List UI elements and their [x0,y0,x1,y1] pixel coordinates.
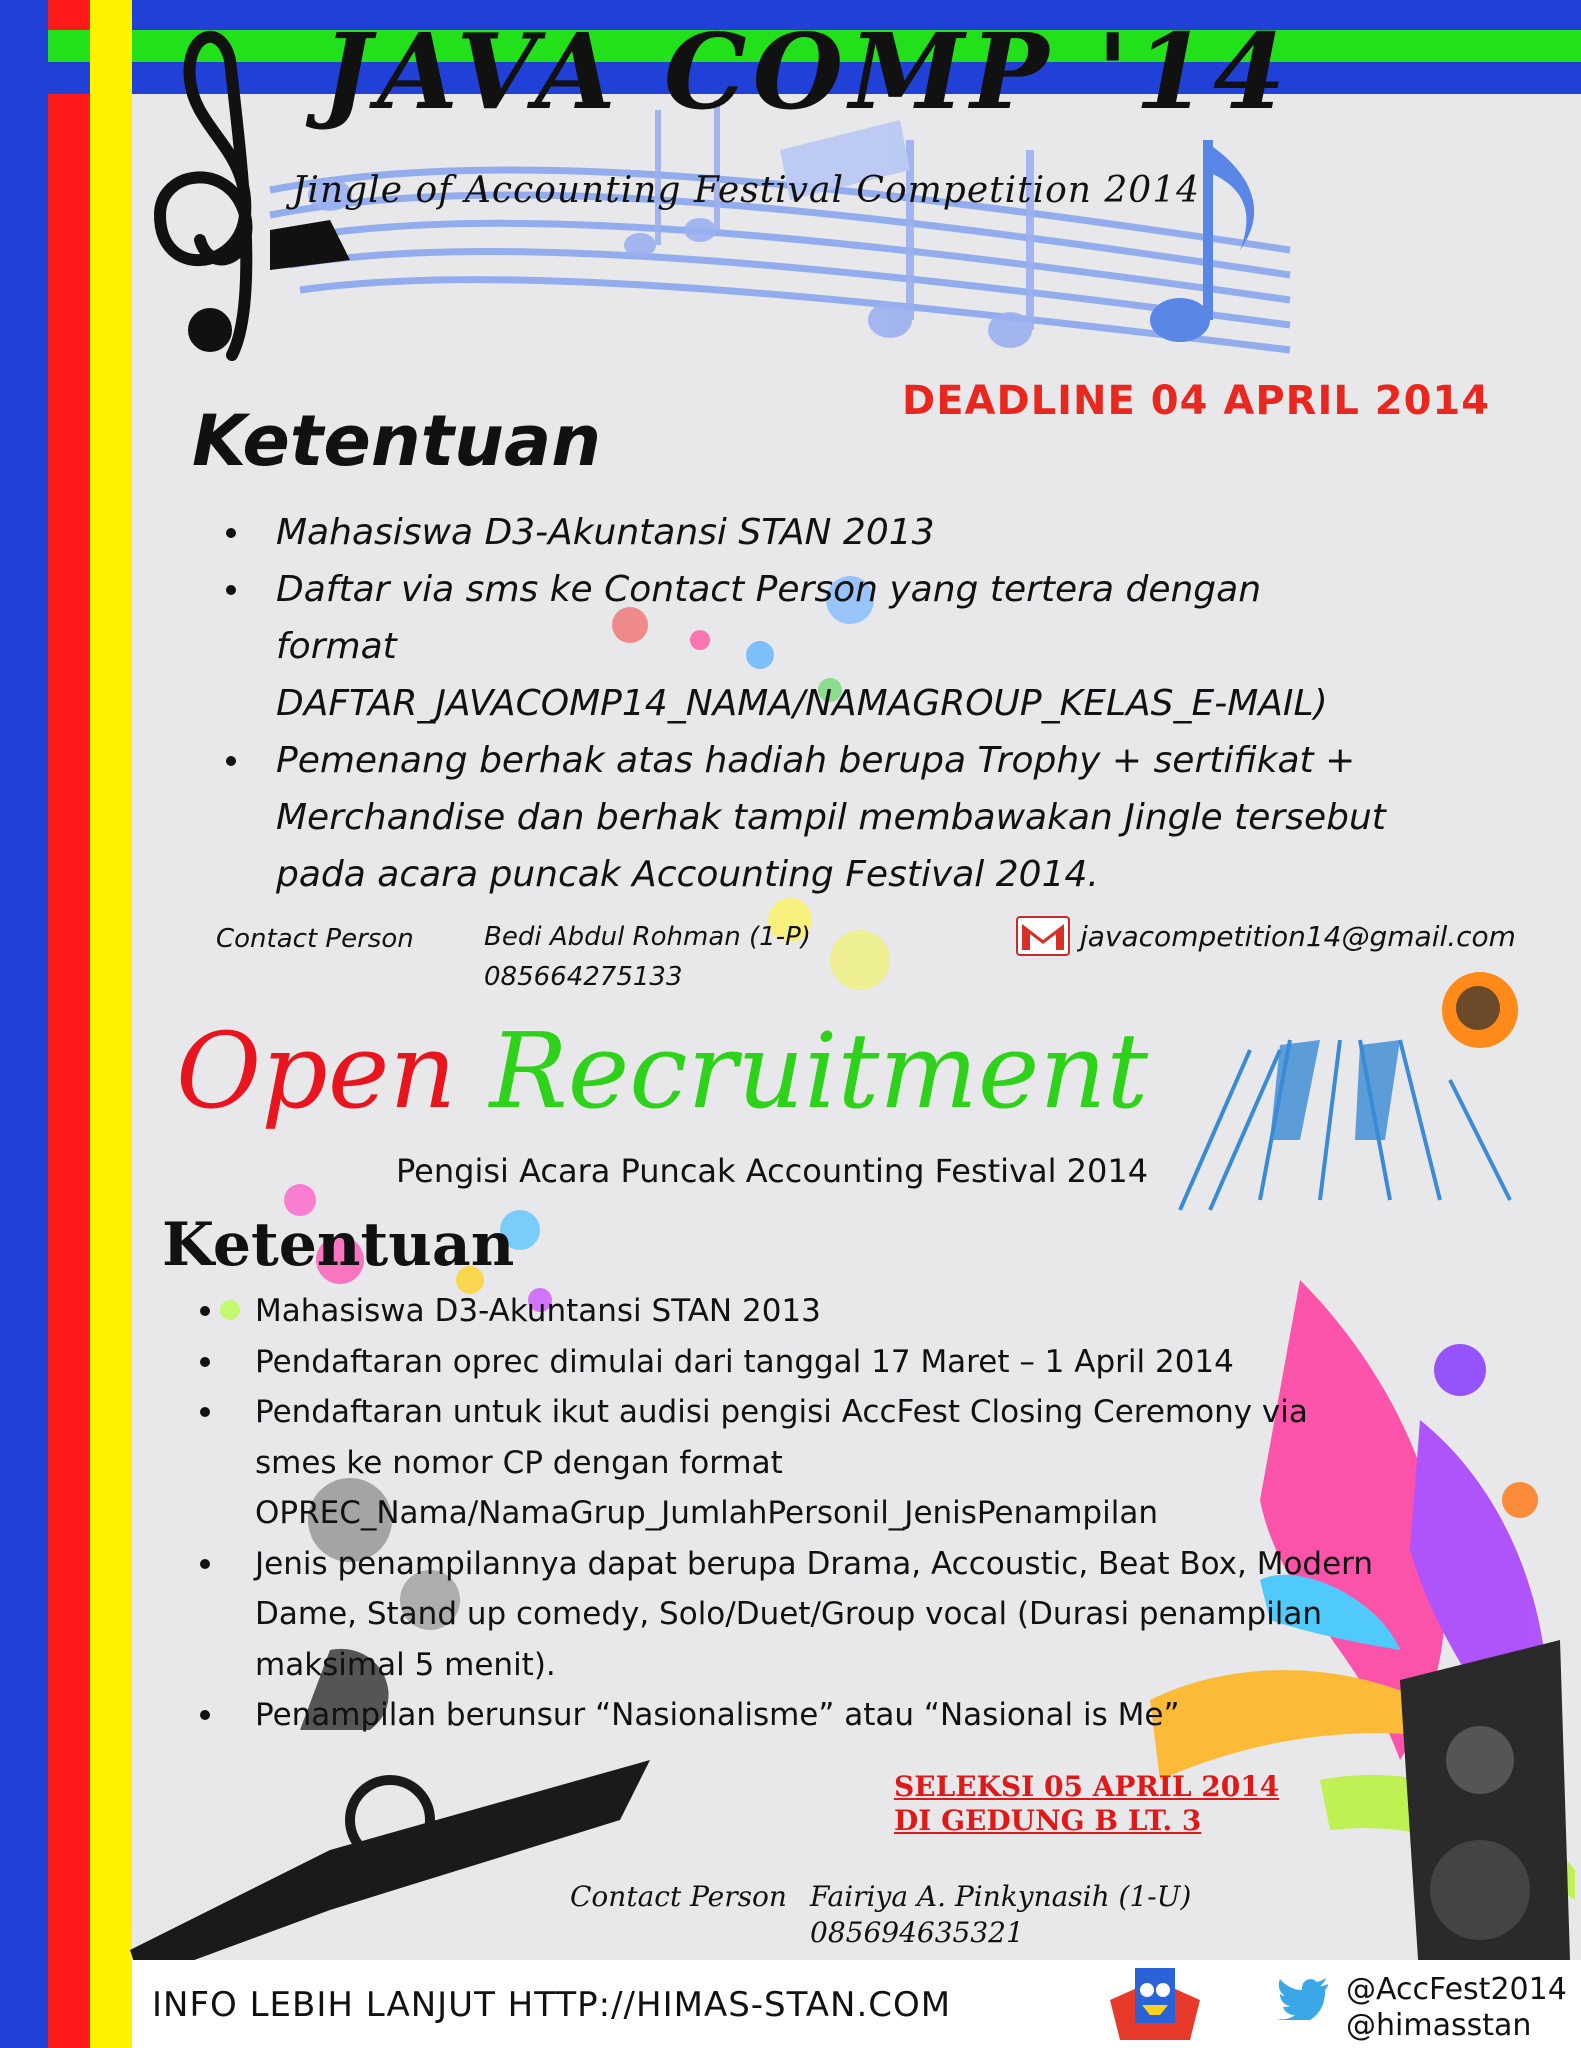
oprec-rule-5 [200,1690,1560,1741]
rule-line: maksimal 5 menit). [255,1646,556,1683]
rule-line: Pemenang berhak atas hadiah berupa Trophy + sertifikat + [276,740,1356,781]
twitter-bird-icon [1278,1978,1330,2020]
footer-info-link[interactable]: INFO LEBIH LANJUT HTTP://HIMAS-STAN.COM [152,1985,952,2025]
ketentuan-heading-2: Ketentuan [162,1210,515,1280]
rule-line: Jenis penampilannya dapat berupa Drama, Accoustic, Beat Box, Modern [255,1545,1374,1582]
seleksi-line-2: DI GEDUNG B LT. 3 [894,1804,1202,1837]
rule-line: Mahasiswa D3-Akuntansi STAN 2013 [255,1293,821,1329]
twitter-handle-himas[interactable]: @himasstan [1346,2008,1532,2043]
contact-label-2: Contact Person [570,1880,787,1913]
rule-line: Pendaftaran untuk ikut audisi pengisi AccFest Closing Ceremony via [255,1394,1308,1430]
oprec-subtitle: Pengisi Acara Puncak Accounting Festival 2014 [396,1152,1149,1190]
open-recruitment-title [176,1010,1148,1132]
contact-name-2: Fairiya A. Pinkynasih (1-U) [810,1880,1192,1913]
email-link[interactable]: javacompetition14@gmail.com [1080,920,1516,953]
contact-label-1: Contact Person [216,924,414,954]
microphone-icon [1456,986,1500,1030]
main-title: JAVA COMP '14 [322,10,1292,133]
treble-clef-icon [160,37,246,355]
twitter-handle-accfest[interactable]: @AccFest2014 [1346,1972,1567,2007]
title-recruitment: Recruitment [489,1010,1149,1132]
ketentuan-heading-1: Ketentuan [192,400,602,482]
header-subtitle: Jingle of Accounting Festival Competition 2014 [292,170,1201,211]
rule-line: format [276,626,397,667]
rule-line: Penampilan berunsur “Nasionalisme” atau “Nasional is Me” [255,1697,1180,1733]
oprec-rule-3 [200,1387,1560,1539]
oprec-rules-list [200,1286,1560,1741]
piano-keys-illustration [1180,1040,1510,1210]
gmail-icon [1016,916,1070,956]
rule-line: Pendaftaran oprec dimulai dari tanggal 17 Maret – 1 April 2014 [255,1343,1234,1380]
contact-phone-1: 085664275133 [484,962,683,992]
javacomp-rule-1 [226,504,1526,561]
rule-line: Dame, Stand up comedy, Solo/Duet/Group vocal (Durasi penampilan [255,1596,1323,1632]
javacomp-rule-2 [226,561,1526,732]
clef-wing-decoration [270,220,350,270]
title-open: Open [176,1010,457,1132]
deadline-text: DEADLINE 04 APRIL 2014 [902,378,1491,424]
javacomp-rules-list [226,504,1526,903]
rule-line: DAFTAR_JAVACOMP14_NAMA/NAMAGROUP_KELAS_E-MAIL) [276,683,1328,724]
rule-line: smes ke nomor CP dengan format [255,1444,783,1481]
oprec-rule-1 [200,1286,1560,1337]
seleksi-line-1: SELEKSI 05 APRIL 2014 [894,1770,1280,1803]
javacomp-rule-3 [226,732,1526,903]
oprec-rule-4 [200,1539,1560,1691]
contact-name-1: Bedi Abdul Rohman (1-P) [484,922,811,952]
rule-line: OPREC_Nama/NamaGrup_JumlahPersonil_JenisPenampilan [255,1495,1158,1531]
rule-line: Mahasiswa D3-Akuntansi STAN 2013 [276,512,935,553]
rule-line: Daftar via sms ke Contact Person yang tertera dengan [276,569,1262,610]
rule-line: pada acara puncak Accounting Festival 2014. [276,854,1099,895]
rule-line: Merchandise dan berhak tampil membawakan Jingle tersebut [276,797,1386,838]
mascot-footer-icon [1100,1960,1210,2048]
contact-phone-2: 085694635321 [810,1916,1024,1949]
oprec-rule-2 [200,1337,1560,1388]
